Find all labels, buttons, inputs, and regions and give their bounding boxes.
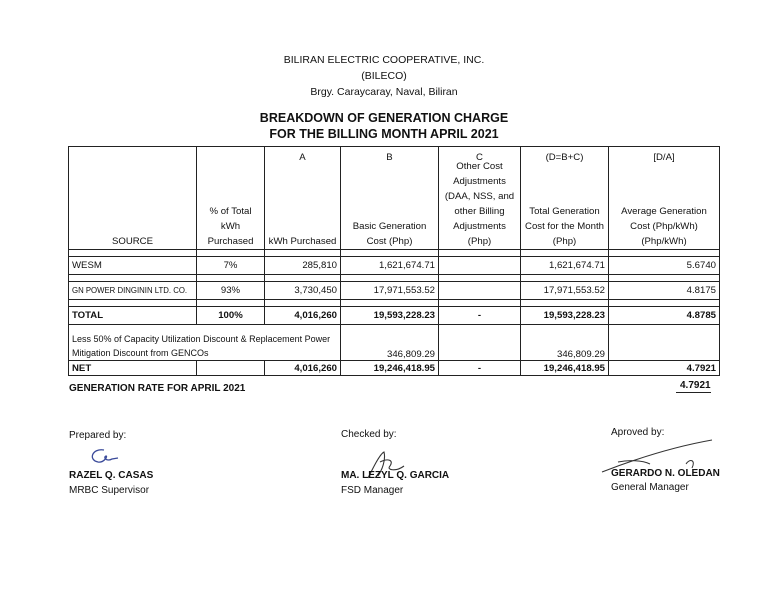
row-total-cost: 1,621,674.71 xyxy=(521,257,609,275)
row-basic-cost: 17,971,553.52 xyxy=(341,282,439,300)
company-address: Brgy. Caraycaray, Naval, Biliran xyxy=(310,86,458,98)
total-row xyxy=(69,307,720,325)
row-average-cost: 4.8175 xyxy=(609,282,720,300)
header-other-cost: C Other Cost Adjustments (DAA, NSS, and other Billing Adjustments (Php) xyxy=(439,147,521,250)
row-other-cost xyxy=(439,257,521,275)
total-other-cost: - xyxy=(439,307,521,325)
approved-by-name: GERARDO N. OLEDAN xyxy=(611,468,720,479)
total-average-cost: 4.8785 xyxy=(609,307,720,325)
generation-rate-value: 4.7921 xyxy=(676,380,711,393)
header-kwh: A kWh Purchased xyxy=(265,147,341,250)
doc-title-line2: FOR THE BILLING MONTH APRIL 2021 xyxy=(269,127,499,141)
net-label: NET xyxy=(69,361,197,376)
generation-charge-table xyxy=(68,146,720,376)
net-row xyxy=(69,361,720,376)
total-total-cost: 19,593,228.23 xyxy=(521,307,609,325)
prepared-signature xyxy=(86,446,122,468)
row-kwh: 3,730,450 xyxy=(265,282,341,300)
net-total-cost: 19,246,418.95 xyxy=(521,361,609,376)
discount-label: Less 50% of Capacity Utilization Discount & Replacement Power Mitigation Discount from GENCOs xyxy=(69,325,341,361)
generation-rate-label: GENERATION RATE FOR APRIL 2021 xyxy=(69,383,246,394)
row-other-cost xyxy=(439,282,521,300)
row-basic-cost: 1,621,674.71 xyxy=(341,257,439,275)
discount-total-cost: 346,809.29 xyxy=(521,325,609,361)
row-percent: 7% xyxy=(197,257,265,275)
doc-title-line1: BREAKDOWN OF GENERATION CHARGE xyxy=(259,111,509,125)
prepared-by-label: Prepared by: xyxy=(69,430,127,441)
discount-basic-cost: 346,809.29 xyxy=(341,325,439,361)
table-row xyxy=(69,257,720,275)
header-basic-cost: B Basic Generation Cost (Php) xyxy=(341,147,439,250)
row-source: WESM xyxy=(69,257,197,275)
prepared-by-name: RAZEL Q. CASAS xyxy=(69,470,154,481)
checked-by-label: Checked by: xyxy=(341,429,397,440)
total-kwh: 4,016,260 xyxy=(265,307,341,325)
row-percent: 93% xyxy=(197,282,265,300)
table-row xyxy=(69,282,720,300)
total-percent: 100% xyxy=(197,307,265,325)
net-other-cost: - xyxy=(439,361,521,376)
header-percent: % of Total kWh Purchased xyxy=(197,147,265,250)
approved-by-label: Aproved by: xyxy=(611,427,665,438)
company-abbr: (BILECO) xyxy=(361,70,407,82)
row-total-cost: 17,971,553.52 xyxy=(521,282,609,300)
checked-by-title: FSD Manager xyxy=(341,485,404,496)
header-source: SOURCE xyxy=(69,147,197,250)
net-average-cost: 4.7921 xyxy=(609,361,720,376)
net-basic-cost: 19,246,418.95 xyxy=(341,361,439,376)
company-name: BILIRAN ELECTRIC COOPERATIVE, INC. xyxy=(283,54,485,66)
column-header-row xyxy=(69,147,720,250)
net-kwh: 4,016,260 xyxy=(265,361,341,376)
approved-by-title: General Manager xyxy=(611,482,689,493)
total-basic-cost: 19,593,228.23 xyxy=(341,307,439,325)
total-label: TOTAL xyxy=(69,307,197,325)
header-total-cost: (D=B+C) Total Generation Cost for the Month (Php) xyxy=(521,147,609,250)
row-kwh: 285,810 xyxy=(265,257,341,275)
row-average-cost: 5.6740 xyxy=(609,257,720,275)
prepared-by-title: MRBC Supervisor xyxy=(69,485,150,496)
row-source: GN POWER DINGININ LTD. CO. xyxy=(69,282,197,300)
discount-row xyxy=(69,325,720,361)
checked-by-name: MA. LEZYL Q. GARCIA xyxy=(341,470,450,481)
header-average-cost: [D/A] Average Generation Cost (Php/kWh) (Php/kWh) xyxy=(609,147,720,250)
